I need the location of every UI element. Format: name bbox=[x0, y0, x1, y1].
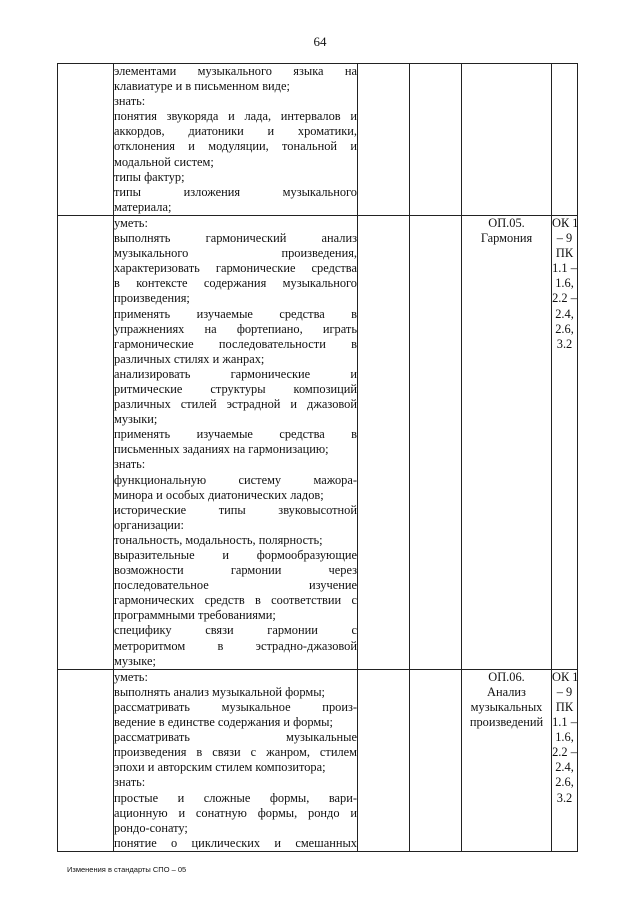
description-line: метроритмом в эстрадно-джазовой bbox=[114, 638, 357, 653]
discipline-line: Гармония bbox=[480, 231, 533, 246]
description-line: выполнять анализ музыкальной формы; bbox=[114, 684, 325, 699]
description-line: ритмические структуры композиций bbox=[114, 381, 357, 396]
description-line: выразительные и формообразующие bbox=[114, 548, 357, 562]
description-line: минора и особых диатонических ладов; bbox=[114, 487, 324, 502]
competency-cell bbox=[552, 64, 578, 216]
competency-line: 1.1 – bbox=[552, 261, 577, 276]
empty-cell bbox=[410, 64, 462, 216]
description-line: отклонения и модуляции, тональной и bbox=[114, 139, 357, 154]
competency-line: 2.6, bbox=[555, 321, 574, 336]
description-line: письменных заданиях на гармонизацию; bbox=[114, 442, 329, 457]
competency-cell bbox=[552, 215, 578, 669]
description-line: функциональную систему мажора- bbox=[114, 472, 357, 487]
competency-line: 2.2 – bbox=[552, 745, 577, 760]
description-line: применять изучаемые средства в bbox=[114, 306, 357, 321]
description-line: уметь: bbox=[114, 215, 148, 230]
description-line: различных стилей эстрадной и джазовой bbox=[114, 397, 357, 412]
description-line: знать: bbox=[114, 775, 146, 790]
description-line: музыкального произведения, bbox=[114, 246, 357, 261]
description-line: аккордов, диатоники и хроматики, bbox=[114, 124, 357, 139]
description-line: последовательное изучение bbox=[114, 578, 357, 593]
description-line: произведения; bbox=[114, 291, 190, 306]
competency-line: 3.2 bbox=[556, 336, 573, 351]
competency-line: ПК bbox=[555, 699, 574, 714]
description-line: музыки; bbox=[114, 412, 158, 427]
description-line: модальной систем; bbox=[114, 154, 214, 169]
description-line: гармонические последовательности в bbox=[114, 336, 357, 351]
discipline-cell bbox=[462, 215, 552, 669]
discipline-line: Анализ bbox=[487, 684, 526, 699]
description-line: гармонических средств в соответствии с bbox=[114, 593, 357, 608]
description-line: рондо-сонату; bbox=[114, 820, 188, 835]
empty-cell bbox=[410, 669, 462, 851]
competency-line: 2.2 – bbox=[552, 291, 577, 306]
description-line: музыке; bbox=[114, 653, 156, 668]
description-line: возможности гармонии через bbox=[114, 563, 357, 578]
description-line: ведение в единстве содержания и формы; bbox=[114, 715, 333, 730]
discipline-cell bbox=[462, 64, 552, 216]
discipline-line: музыкальных bbox=[470, 699, 543, 714]
description-line: тональность, модальность, полярность; bbox=[114, 532, 323, 547]
description-line: произведения в связи с жанром, стилем bbox=[114, 745, 357, 760]
empty-cell bbox=[358, 215, 410, 669]
description-line: различных стилях и жанрах; bbox=[114, 351, 265, 366]
description-line: рассматривать музыкальное произ- bbox=[114, 699, 357, 714]
description-line: знать: bbox=[114, 94, 146, 109]
description-line: ационную и сонатную формы, рондо и bbox=[114, 805, 357, 820]
index-cell bbox=[58, 669, 114, 851]
competency-line: 2.4, bbox=[555, 306, 574, 321]
description-line: понятия звукоряда и лада, интервалов и bbox=[114, 109, 357, 124]
page-number: 64 bbox=[313, 34, 327, 49]
competency-line: – 9 bbox=[556, 684, 573, 699]
table-row bbox=[58, 64, 578, 216]
description-line: специфику связи гармонии с bbox=[114, 623, 357, 638]
empty-cell bbox=[410, 215, 462, 669]
competency-line: 2.6, bbox=[555, 775, 574, 790]
description-line: понятие о циклических и смешанных bbox=[114, 835, 357, 850]
competency-line: ОК 1 bbox=[552, 669, 579, 684]
competency-line: 2.4, bbox=[555, 760, 574, 775]
description-cell bbox=[114, 64, 358, 216]
competency-line: ОК 1 bbox=[552, 215, 579, 230]
footer-note: Изменения в стандарты СПО – 05 bbox=[67, 865, 187, 874]
competency-line: ПК bbox=[555, 246, 574, 261]
competency-line: 1.6, bbox=[555, 730, 574, 745]
description-line: эпохи и авторским стилем композитора; bbox=[114, 760, 326, 775]
description-line: рассматривать музыкальные bbox=[114, 730, 357, 745]
description-line: типы фактур; bbox=[114, 169, 185, 184]
description-line: исторические типы звуковысотной bbox=[114, 502, 357, 517]
description-line: типы изложения музыкального bbox=[114, 184, 357, 199]
description-cell bbox=[114, 215, 358, 669]
index-cell bbox=[58, 215, 114, 669]
competency-cell bbox=[552, 669, 578, 851]
discipline-line: ОП.05. bbox=[488, 215, 525, 230]
description-line: выполнять гармонический анализ bbox=[114, 231, 357, 246]
table-row bbox=[58, 215, 578, 669]
description-line: материала; bbox=[114, 199, 172, 214]
competency-table bbox=[57, 63, 578, 852]
description-line: знать: bbox=[114, 457, 146, 472]
description-cell bbox=[114, 669, 358, 851]
discipline-line: ОП.06. bbox=[488, 669, 525, 684]
competency-line: 1.1 – bbox=[552, 715, 577, 730]
description-line: упражнениях на фортепиано, играть bbox=[114, 321, 357, 336]
competency-line: 1.6, bbox=[555, 276, 574, 291]
description-line: программными требованиями; bbox=[114, 608, 276, 623]
description-line: элементами музыкального языка на bbox=[114, 64, 357, 78]
empty-cell bbox=[358, 64, 410, 216]
description-line: клавиатуре и в письменном виде; bbox=[114, 79, 290, 94]
empty-cell bbox=[358, 669, 410, 851]
description-line: уметь: bbox=[114, 669, 148, 684]
competency-line: 3.2 bbox=[556, 790, 573, 805]
table-row bbox=[58, 669, 578, 851]
discipline-cell bbox=[462, 669, 552, 851]
description-line: простые и сложные формы, вари- bbox=[114, 790, 357, 805]
description-line: анализировать гармонические и bbox=[114, 366, 357, 381]
index-cell bbox=[58, 64, 114, 216]
competency-line: – 9 bbox=[556, 231, 573, 246]
description-line: характеризовать гармонические средства bbox=[114, 261, 357, 276]
description-line: в контексте содержания музыкального bbox=[114, 276, 357, 291]
discipline-line: произведений bbox=[469, 715, 544, 730]
description-line: организации: bbox=[114, 517, 184, 532]
description-line: применять изучаемые средства в bbox=[114, 427, 357, 442]
